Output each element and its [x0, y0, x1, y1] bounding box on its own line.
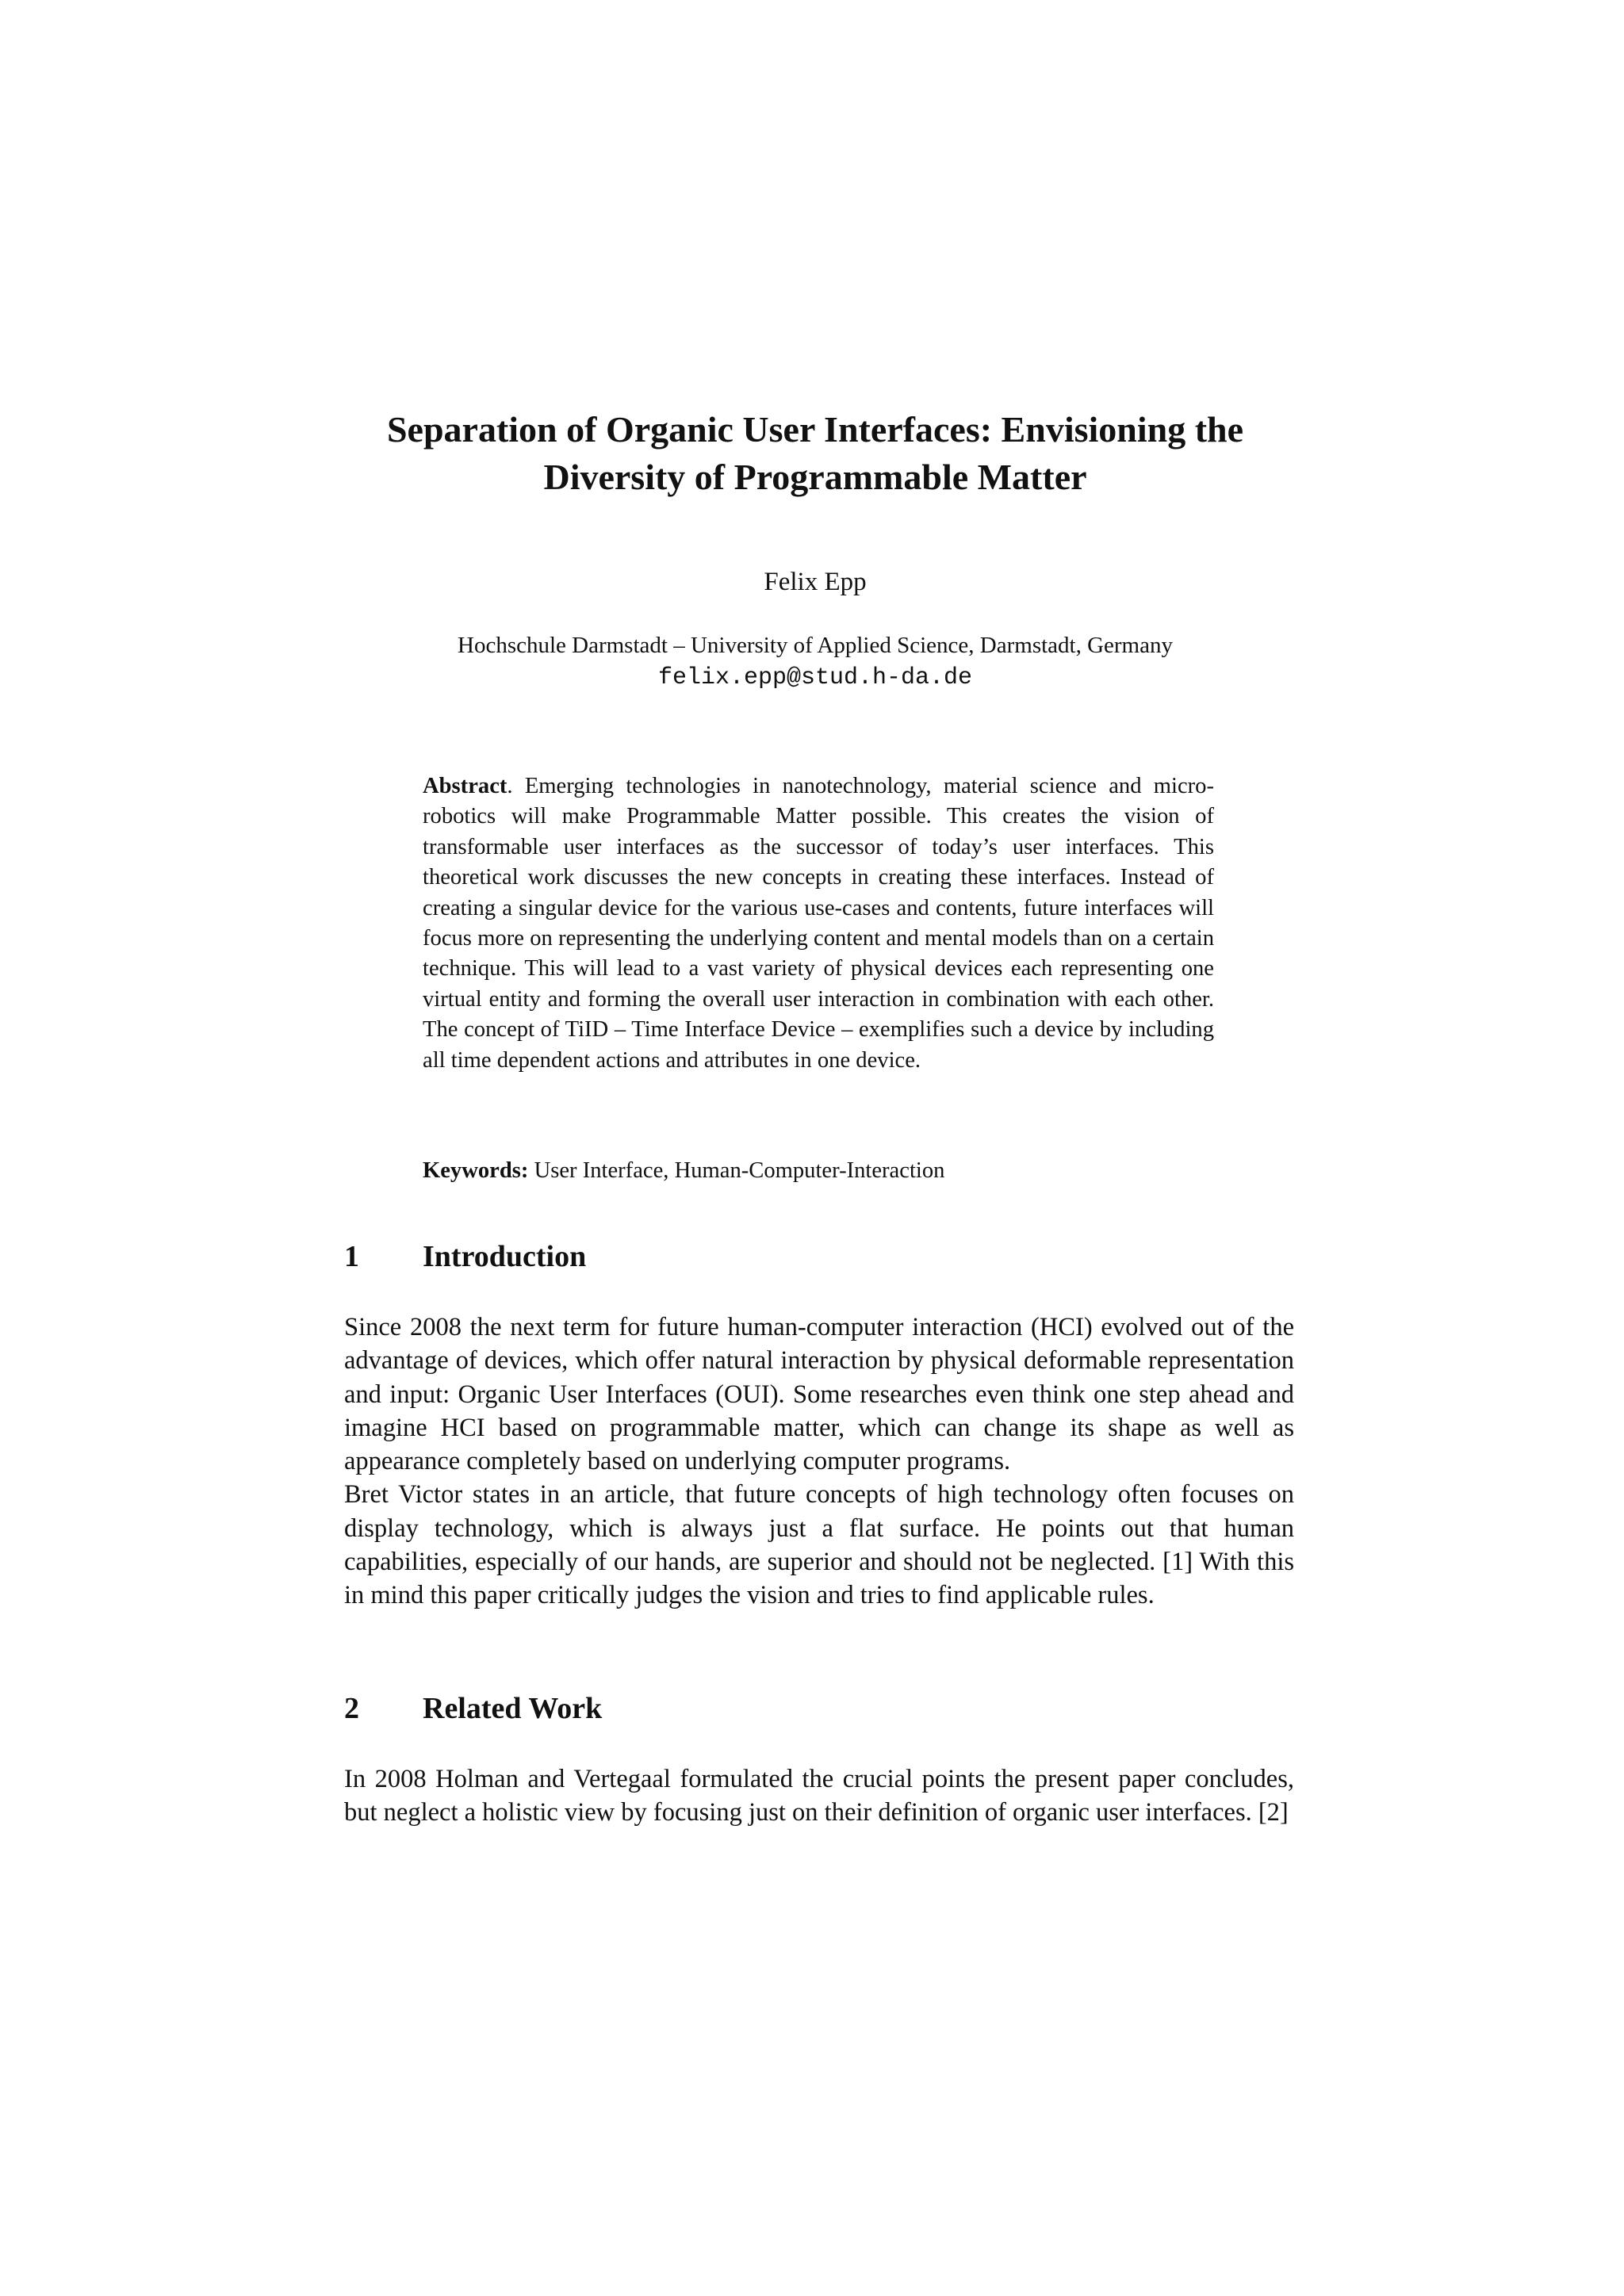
abstract-text: . Emerging technologies in nanotechnology, material science and micro-robotics will make Programmable Matter possible. This creates the vision of transformable user interfaces as the successor of today’s user interfaces. This theoretical work discusses the new concepts in creating these interfaces. Instead of creating a singular device for the various use-cases and contents, future interfaces will focus more on representing the underlying content and mental models than on a certain technique. This will lead to a vast variety of physical devices each representing one virtual entity and forming the overall user interaction in combination with each other. The concept of TiID – Time Interface Device – exemplifies such a device by including all time dependent actions and attributes in one device.	[423, 774, 1214, 1073]
author-name: Felix Epp	[764, 568, 867, 596]
paper-title	[301, 406, 1329, 501]
keywords-text: User Interface, Human-Computer-Interaction	[528, 1158, 945, 1183]
section-title: Related Work	[423, 1692, 603, 1725]
keywords	[423, 1156, 1214, 1186]
author-email: felix.epp@stud.h-da.de	[657, 664, 973, 691]
paragraph: Since 2008 the next term for future human-computer interaction (HCI) evolved out of the advantage of devices, which offer natural interaction by physical deformable representation and input: Organic User Interfaces (OUI). Some researches even think one step ahead and imagine HCI based on programmable matter, which can change its shape as well as appearance completely based on underlying computer programs.	[344, 1313, 1294, 1476]
paper-title-line-1: Separation of Organic User Interfaces: Envisioning the	[386, 409, 1244, 450]
paper-title-line-2: Diversity of Programmable Matter	[543, 457, 1087, 497]
author-affiliation: Hochschule Darmstadt – University of Applied Science, Darmstadt, Germany	[458, 633, 1173, 658]
section-number: 2	[344, 1692, 359, 1725]
section-heading-related-work	[344, 1689, 602, 1728]
section-number: 1	[344, 1240, 359, 1273]
section-body-related-work	[344, 1762, 1294, 1830]
paragraph: Bret Victor states in an article, that future concepts of high technology often focuses on display technology, which is always just a flat surface. He points out that human capabilities, especially of our hands, are superior and should not be neglected. [1] With this in mind this paper critically judges the vision and tries to find applicable rules.	[344, 1480, 1294, 1610]
section-title: Introduction	[423, 1240, 587, 1273]
section-body-introduction	[344, 1311, 1294, 1613]
abstract	[423, 771, 1214, 1076]
keywords-label: Keywords:	[423, 1158, 529, 1183]
abstract-label: Abstract	[423, 774, 508, 798]
paragraph: In 2008 Holman and Vertegaal formulated the crucial points the present paper concludes, but neglect a holistic view by focusing just on their definition of organic user interfaces. [2]	[344, 1765, 1294, 1827]
section-heading-introduction	[344, 1238, 586, 1276]
